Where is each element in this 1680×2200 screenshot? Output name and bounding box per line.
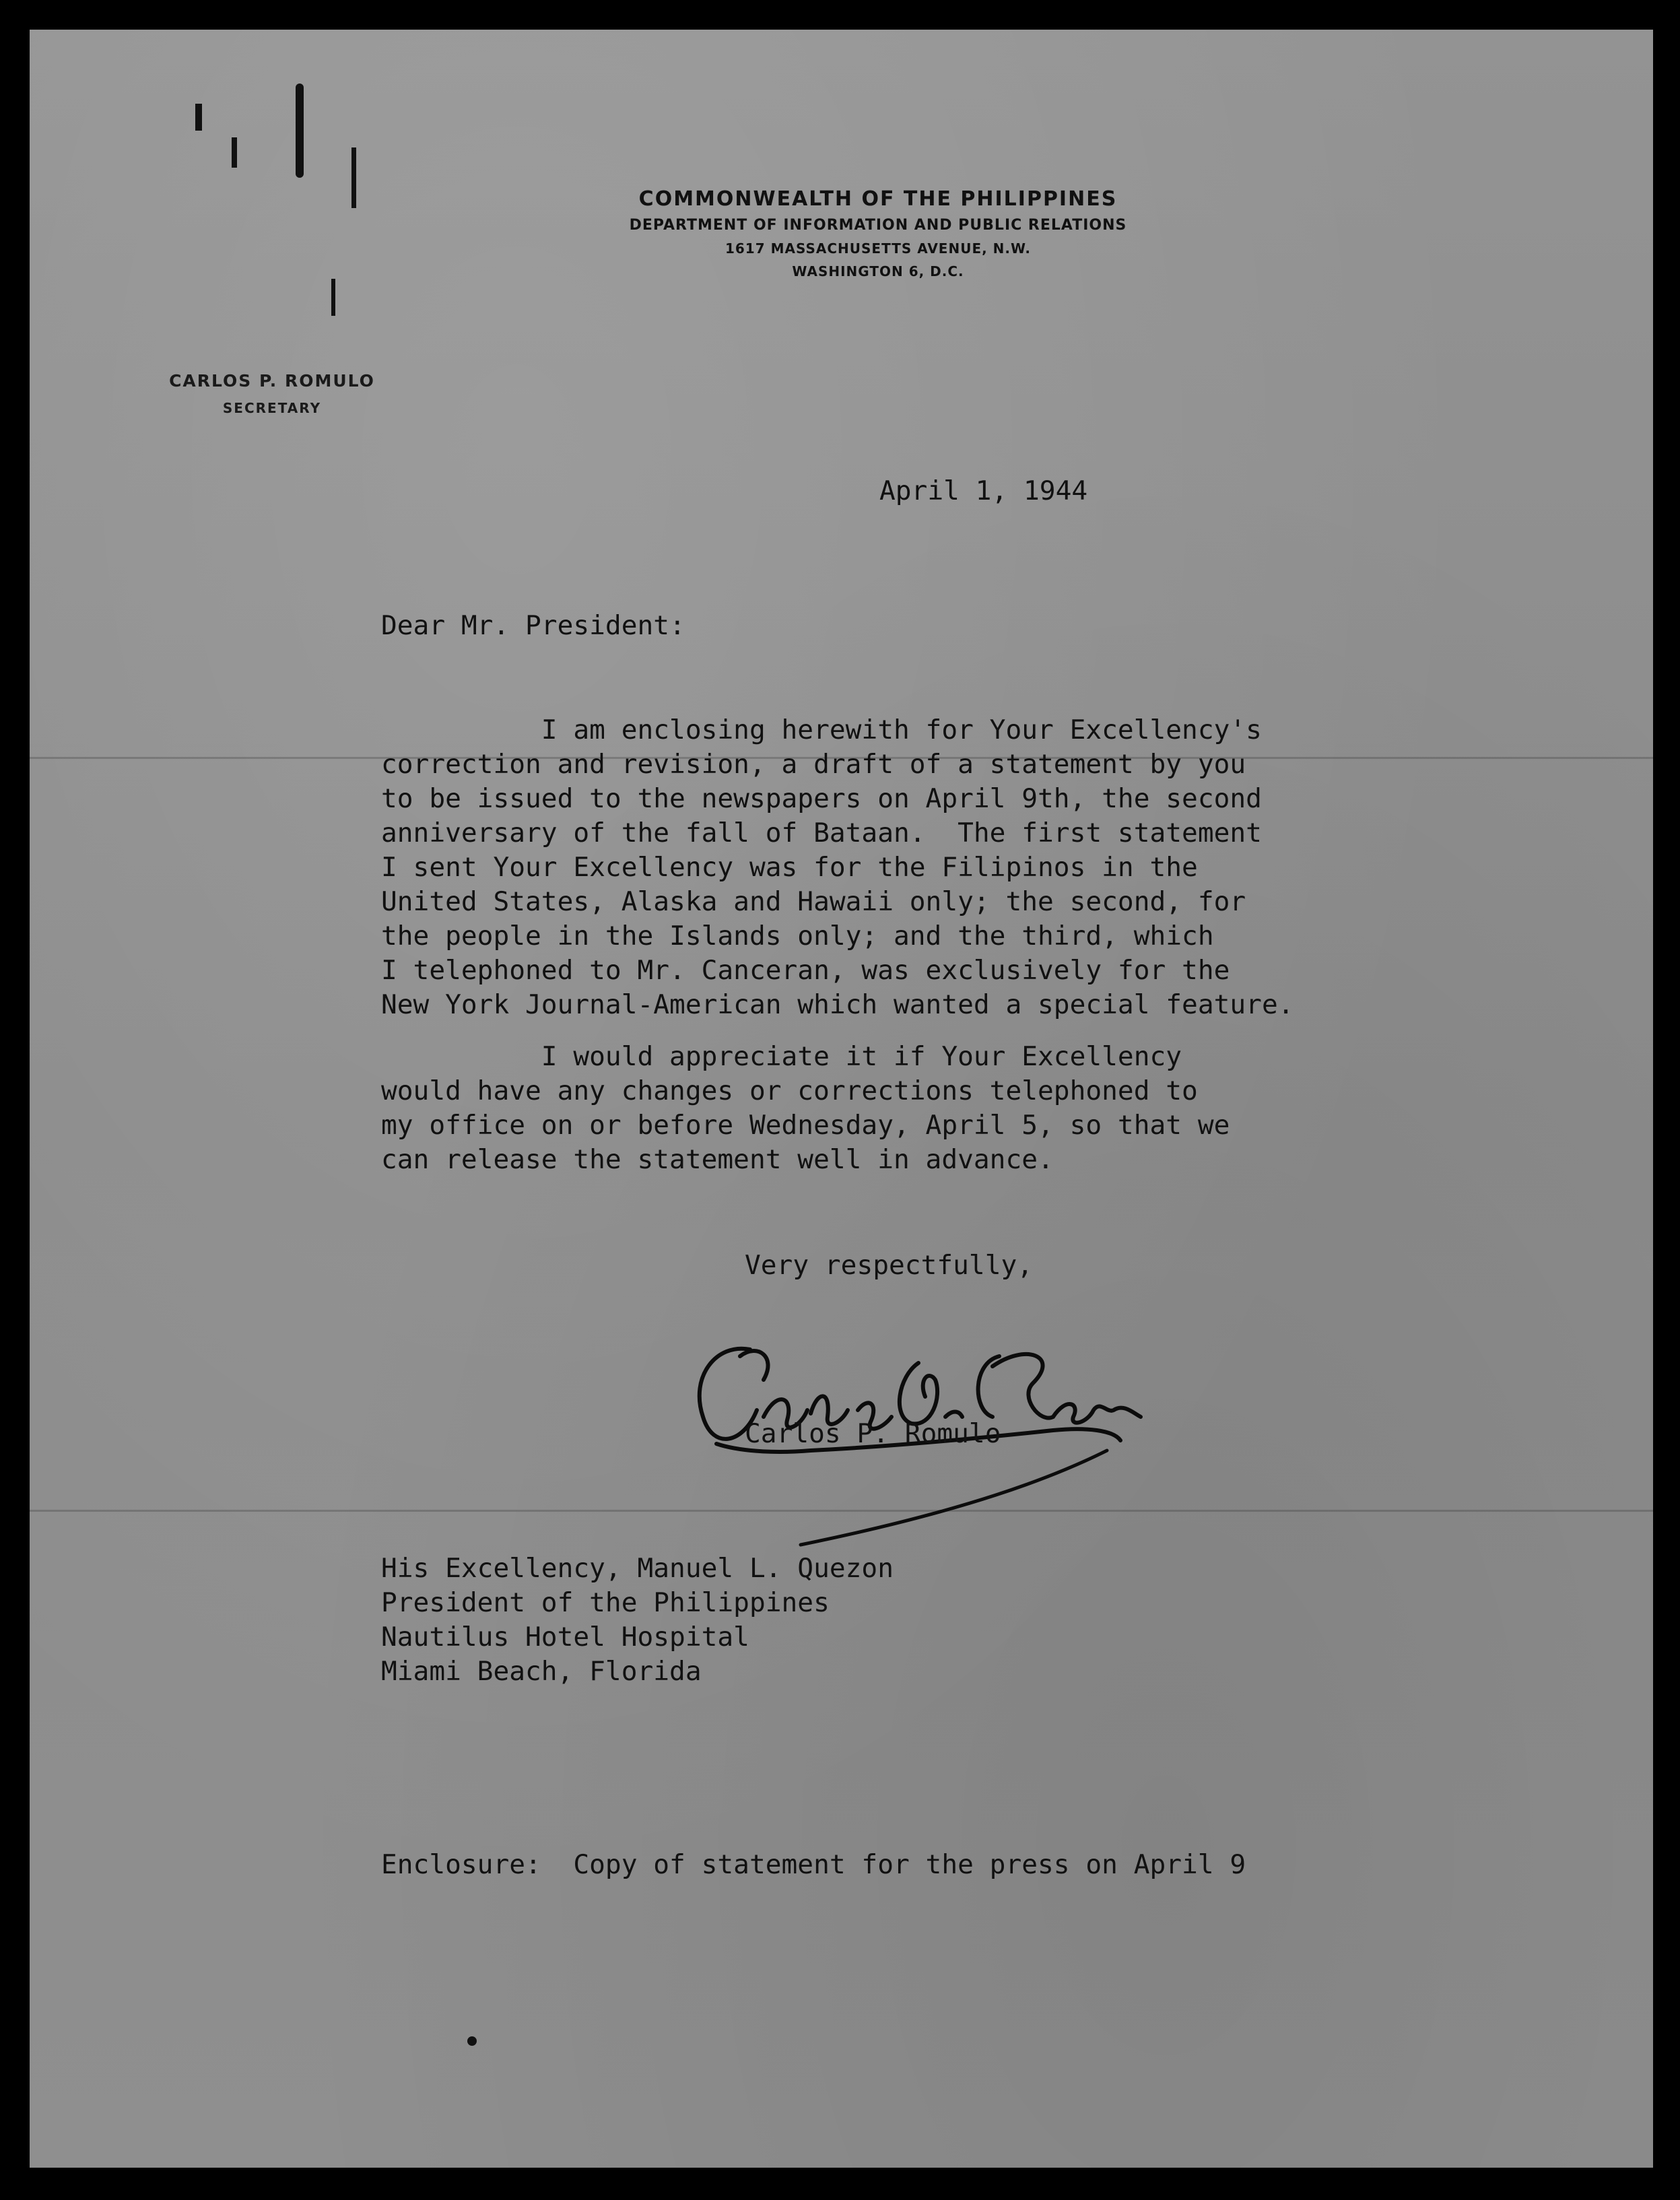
salutation: Dear Mr. President: xyxy=(381,610,685,641)
typed-signature-name: Carlos P. Romulo xyxy=(745,1418,1001,1449)
letter-date: April 1, 1944 xyxy=(879,475,1088,506)
body-line: the people in the Islands only; and the third, which xyxy=(381,921,1214,952)
ink-mark xyxy=(296,84,304,178)
body-line: correction and revision, a draft of a statement by you xyxy=(381,749,1246,780)
letterhead xyxy=(501,185,1255,283)
body-line: I telephoned to Mr. Canceran, was exclusively for the xyxy=(381,955,1230,986)
body-line: can release the statement well in advance. xyxy=(381,1144,1054,1175)
body-line: anniversary of the fall of Bataan. The first statement xyxy=(381,818,1262,848)
recipient-line: His Excellency, Manuel L. Quezon xyxy=(381,1553,894,1584)
sender-block xyxy=(124,366,420,420)
body-line: I am enclosing herewith for Your Excellency's xyxy=(381,714,1262,745)
body-paragraph-1 xyxy=(381,713,1294,1022)
ink-mark xyxy=(195,104,202,131)
body-line: my office on or before Wednesday, April 5, so that we xyxy=(381,1110,1230,1141)
sender-title: SECRETARY xyxy=(222,400,322,416)
sender-name: CARLOS P. ROMULO xyxy=(169,371,375,391)
letterhead-department: DEPARTMENT OF INFORMATION AND PUBLIC RELATIONS xyxy=(629,217,1127,234)
recipient-line: Miami Beach, Florida xyxy=(381,1656,702,1687)
ink-mark xyxy=(351,147,356,208)
body-line: I sent Your Excellency was for the Filipinos in the xyxy=(381,852,1198,883)
ink-mark xyxy=(331,279,335,316)
ink-mark xyxy=(232,137,237,168)
ink-spot xyxy=(467,2036,477,2046)
recipient-block xyxy=(381,1552,894,1689)
body-line: to be issued to the newspapers on April 9th, the second xyxy=(381,783,1262,814)
closing: Very respectfully, xyxy=(745,1250,1034,1281)
recipient-line: Nautilus Hotel Hospital xyxy=(381,1622,749,1653)
recipient-line: President of the Philippines xyxy=(381,1587,830,1618)
letterhead-org: COMMONWEALTH OF THE PHILIPPINES xyxy=(638,187,1118,211)
letterhead-address: 1617 MASSACHUSETTS AVENUE, N.W. xyxy=(725,240,1032,257)
body-line: New York Journal-American which wanted a special feature. xyxy=(381,989,1294,1020)
body-line: I would appreciate it if Your Excellency xyxy=(381,1041,1182,1072)
body-paragraph-2 xyxy=(381,1040,1230,1177)
body-line: United States, Alaska and Hawaii only; the second, for xyxy=(381,886,1246,917)
body-line: would have any changes or corrections telephoned to xyxy=(381,1075,1198,1106)
enclosure-note: Enclosure: Copy of statement for the press on April 9 xyxy=(381,1849,1246,1880)
letter-page xyxy=(30,30,1653,2168)
letterhead-city: WASHINGTON 6, D.C. xyxy=(792,263,964,279)
